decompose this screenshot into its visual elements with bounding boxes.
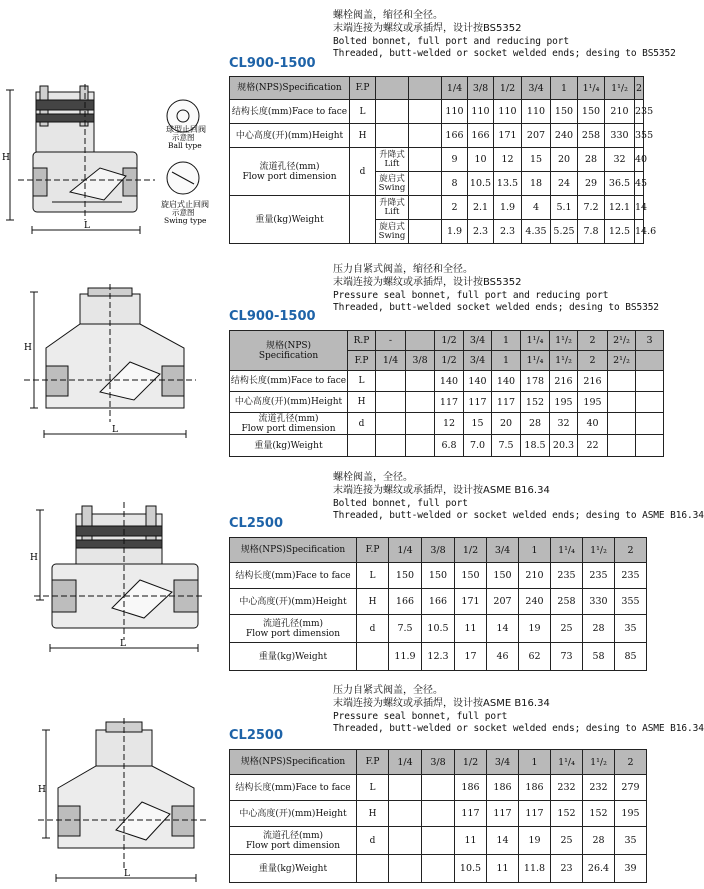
table-row: 流道孔径(mm) Flow port dimension d 升降式 Lift 9 10 12 15 20 28 32 40 bbox=[230, 148, 644, 172]
table-row: 重量(kg)Weight 10.5 11 11.8 23 26.4 39 bbox=[230, 855, 647, 883]
table-row: 流道孔径(mm) Flow port dimension d 12 15 20 28 32 40 bbox=[230, 413, 664, 435]
table-row: 中心高度(开)(mm)Height H 166 166 171 207 240 258 330 355 bbox=[230, 124, 644, 148]
table-row: 重量(kg)Weight 6.8 7.0 7.5 18.5 20.3 22 bbox=[230, 435, 664, 457]
table-row: 中心高度(开)(mm)Height H 117 117 117 152 195 195 bbox=[230, 392, 664, 413]
table-row: 结构长度(mm)Face to face L 110 110 110 110 150 150 210 235 bbox=[230, 100, 644, 124]
dim-h-label: H bbox=[30, 553, 38, 563]
spec-table-cl900-pressure-seal bbox=[229, 330, 664, 457]
valve-drawing-cl2500-pressure-seal bbox=[36, 718, 208, 884]
valve-drawing-bolted-lift bbox=[0, 80, 225, 240]
ball-type-en: Ball type bbox=[168, 141, 202, 150]
section-description: 压力自紧式阀盖，全径。 末端连接为螺纹或承插焊，设计按ASME B16.34 Pressure seal bonnet, full port Threaded, butt-welded or socket welded ends; desing to ASME B16.34 bbox=[333, 685, 704, 735]
table-row: 流道孔径(mm) Flow port dimension d 11 14 19 25 28 35 bbox=[230, 827, 647, 855]
table-row: 重量(kg)Weight 11.9 12.3 17 46 62 73 58 85 bbox=[230, 643, 647, 671]
table-header: 规格(NPS)Specification F.P 1/4 3/8 1/2 3/4 1 1¹/₄ 1¹/₂ 2 bbox=[230, 77, 644, 100]
spec-table-cl2500-pressure-seal bbox=[229, 749, 647, 883]
ball-type-cn2: 示意图 bbox=[172, 133, 195, 142]
table-row: 结构长度(mm)Face to face L 150 150 150 150 210 235 235 235 bbox=[230, 563, 647, 589]
table-row: 旋启式 Swing 8 10.5 13.5 18 24 29 36.5 45 bbox=[230, 172, 644, 196]
class-label: CL900-1500 bbox=[229, 309, 316, 324]
swing-type-cn2: 示意图 bbox=[172, 208, 195, 217]
class-label: CL900-1500 bbox=[229, 56, 316, 71]
section-description: 压力自紧式阀盖，缩径和全径。 末端连接为螺纹或承插焊，设计按BS5352 Pressure seal bonnet, full port and reducing port Threaded, butt-welded socket welded ends; desing to BS5352 bbox=[333, 264, 659, 314]
table-header: 规格(NPS)Specification F.P 1/4 3/8 1/2 3/4 1 1¹/₄ 1¹/₂ 2 bbox=[230, 750, 647, 775]
table-row: 中心高度(开)(mm)Height H 166 166 171 207 240 258 330 355 bbox=[230, 589, 647, 615]
section-description: 螺栓阀盖，缩径和全径。 末端连接为螺纹或承插焊，设计按BS5352 Bolted bonnet, full port and reducing port Threaded, butt-welded or socket welded ends; desing to BS5352 bbox=[333, 10, 676, 60]
dim-l-label: L bbox=[84, 221, 90, 231]
dim-l-label: L bbox=[120, 639, 126, 649]
dim-l-label: L bbox=[124, 869, 130, 879]
table-header: 规格(NPS) Specification R.P - 1/2 3/4 1 1¹/₄ 1¹/₂ 2 2¹/₂ 3 bbox=[230, 331, 664, 351]
class-label: CL2500 bbox=[229, 516, 284, 531]
ball-type-cn: 球型止回阀 bbox=[166, 125, 206, 134]
class-label: CL2500 bbox=[229, 728, 284, 743]
table-row: 结构长度(mm)Face to face L 186 186 186 232 232 279 bbox=[230, 775, 647, 801]
dim-h-label: H bbox=[38, 785, 46, 795]
dim-h-label: H bbox=[24, 343, 32, 353]
table-row: 重量(kg)Weight 升降式 Lift 2 2.1 1.9 4 5.1 7.2 12.1 14 bbox=[230, 196, 644, 220]
table-row: 流道孔径(mm) Flow port dimension d 7.5 10.5 11 14 19 25 28 35 bbox=[230, 615, 647, 643]
table-header: F.P 1/4 3/8 1/2 3/4 1 1¹/₄ 1¹/₂ 2 2¹/₂ bbox=[230, 351, 664, 371]
swing-type-cn: 旋启式止回阀 bbox=[161, 200, 209, 209]
spec-table-cl900-bolted bbox=[229, 76, 657, 244]
valve-drawing-cl2500-bolted bbox=[28, 500, 208, 662]
table-header: 规格(NPS)Specification F.P 1/4 3/8 1/2 3/4 1 1¹/₄ 1¹/₂ 2 bbox=[230, 538, 647, 563]
dim-l-label: L bbox=[112, 425, 118, 435]
table-row: 中心高度(开)(mm)Height H 117 117 117 152 152 195 bbox=[230, 801, 647, 827]
valve-drawing-pressure-seal bbox=[20, 282, 200, 442]
table-row: 旋启式 Swing 1.9 2.3 2.3 4.35 5.25 7.8 12.5 14.6 bbox=[230, 220, 644, 244]
dim-h-label: H bbox=[2, 153, 10, 163]
swing-type-en: Swing type bbox=[164, 216, 207, 225]
section-description: 螺栓阀盖，全径。 末端连接为螺纹或承插焊，设计按ASME B16.34 Bolted bonnet, full port Threaded, butt-welded or socket welded ends; desing to ASME B16.34 bbox=[333, 472, 704, 522]
table-row: 结构长度(mm)Face to face L 140 140 140 178 216 216 bbox=[230, 371, 664, 392]
spec-table-cl2500-bolted bbox=[229, 537, 647, 671]
